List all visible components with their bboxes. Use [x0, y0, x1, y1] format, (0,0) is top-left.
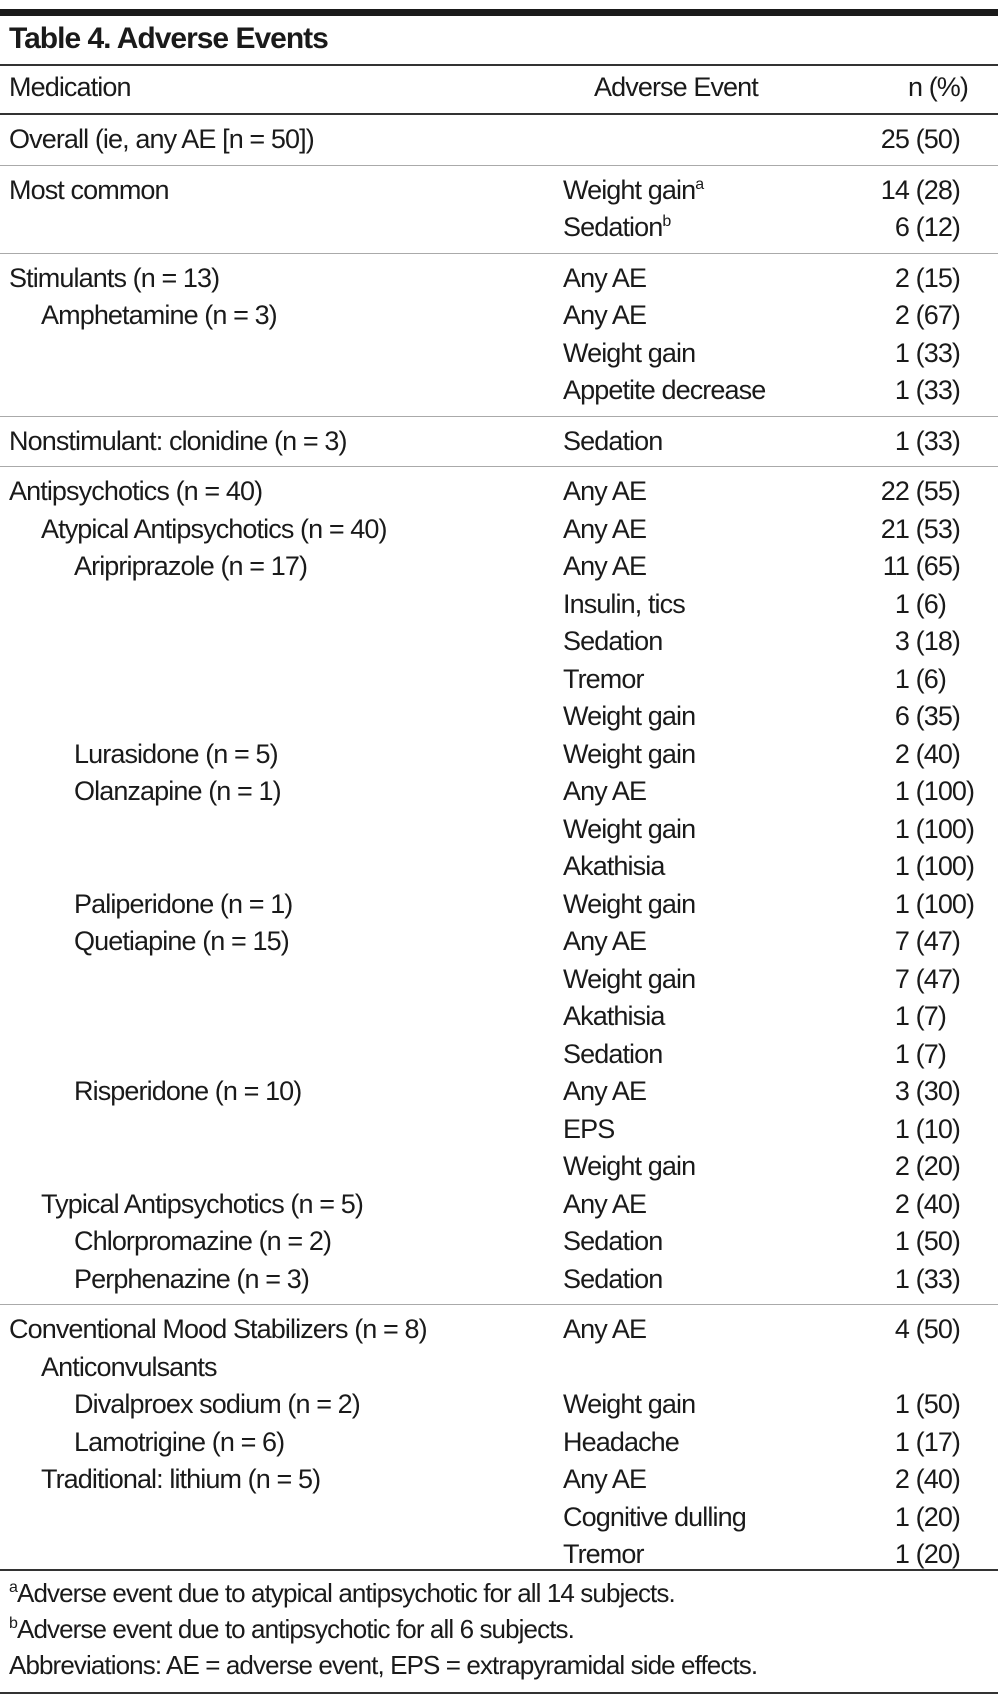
adverse-event-text: Sedation [563, 1263, 663, 1294]
adverse-event-text: Cognitive dulling [563, 1501, 746, 1532]
percent-text: (12) [915, 212, 961, 242]
table-title: Table 4. Adverse Events [9, 22, 328, 55]
medication-cell: Overall (ie, any AE [n = 50]) [9, 124, 314, 154]
adverse-event-text: EPS [563, 1113, 615, 1144]
adverse-event-text: Any AE [563, 513, 647, 544]
percent-cell [909, 736, 960, 774]
count-cell: 4 [894, 1314, 909, 1344]
adverse-event-cell [563, 423, 662, 461]
table-row [0, 1311, 998, 1349]
count-cell: 1 [894, 1113, 909, 1144]
percent-cell [909, 335, 960, 373]
percent-cell [909, 586, 946, 624]
footnote-marker: a [695, 175, 704, 193]
count-cell: 1 [894, 776, 909, 806]
adverse-event-cell [563, 661, 644, 699]
footnote-a [9, 1578, 675, 1609]
adverse-event-text: Weight gain [563, 963, 696, 994]
medication-cell: Aripriprazole (n = 17) [74, 551, 308, 581]
adverse-event-cell [563, 172, 703, 210]
table-section [0, 417, 998, 468]
percent-text: (20) [915, 1501, 961, 1532]
table-row [0, 1148, 998, 1186]
footnote-b-text: Adverse event due to antipsychotic for all 6 subjects. [17, 1614, 574, 1644]
percent-text: (50) [915, 1226, 961, 1256]
percent-cell [909, 1111, 960, 1149]
count-cell: 1 [894, 1001, 909, 1031]
percent-cell [909, 848, 974, 886]
table-section [0, 1305, 998, 1580]
percent-cell [909, 473, 960, 511]
table-row [0, 773, 998, 811]
adverse-event-text: Weight gain [563, 701, 696, 731]
medication-cell: Lamotrigine (n = 6) [74, 1426, 285, 1457]
table-row [0, 586, 998, 624]
count-cell: 22 [880, 476, 909, 506]
table-row [0, 698, 998, 736]
count-cell: 2 [894, 300, 909, 330]
table-row [0, 297, 998, 335]
percent-cell [909, 923, 960, 961]
adverse-event-cell [563, 1111, 614, 1149]
adverse-event-cell [563, 923, 646, 961]
adverse-event-cell [563, 335, 695, 373]
table-row [0, 172, 998, 210]
medication-cell: Olanzapine (n = 1) [74, 776, 281, 806]
adverse-event-cell [563, 1186, 646, 1224]
adverse-event-text: Any AE [563, 551, 647, 581]
adverse-event-text: Weight gain [563, 337, 696, 368]
header-adverse-event: Adverse Event [594, 72, 758, 102]
medication-cell: Chlorpromazine (n = 2) [74, 1226, 332, 1256]
footnote-marker: b [662, 213, 671, 230]
adverse-event-cell [563, 773, 646, 811]
table-row [0, 811, 998, 849]
percent-cell [909, 297, 960, 335]
adverse-event-text: Weight gain [563, 738, 696, 769]
adverse-event-text: Weight gain [563, 174, 696, 205]
title-rule [0, 64, 998, 66]
adverse-event-text: Sedation [563, 425, 663, 456]
adverse-event-cell [563, 1386, 695, 1424]
adverse-event-text: Any AE [563, 1464, 647, 1494]
adverse-event-text: Any AE [563, 1188, 647, 1219]
percent-text: (50) [915, 124, 961, 154]
count-cell: 1 [894, 588, 909, 619]
footnote-a-mark: a [9, 1579, 17, 1596]
percent-text: (47) [915, 926, 961, 956]
count-cell: 7 [894, 963, 909, 994]
percent-text: (40) [915, 738, 961, 769]
adverse-event-cell [563, 698, 695, 736]
adverse-event-cell [563, 623, 662, 661]
adverse-event-cell [563, 297, 646, 335]
adverse-event-text: Akathisia [563, 1001, 665, 1031]
percent-cell [909, 1186, 960, 1224]
medication-cell: Paliperidone (n = 1) [74, 888, 293, 919]
header-medication: Medication [9, 72, 131, 102]
table-row [0, 1424, 998, 1462]
count-cell: 1 [894, 1501, 909, 1532]
adverse-event-text: Any AE [563, 776, 647, 806]
medication-cell: Nonstimulant: clonidine (n = 3) [9, 425, 347, 456]
medication-cell: Atypical Antipsychotics (n = 40) [41, 513, 387, 544]
percent-cell [909, 623, 960, 661]
table-row [0, 548, 998, 586]
table-row [0, 661, 998, 699]
adverse-event-cell [563, 586, 685, 624]
adverse-event-cell [563, 961, 695, 999]
count-cell: 2 [894, 1151, 909, 1181]
adverse-event-cell [563, 1148, 695, 1186]
count-cell: 1 [894, 375, 909, 405]
count-cell: 1 [894, 1389, 909, 1419]
percent-cell [909, 1036, 946, 1074]
adverse-event-text: Tremor [563, 663, 644, 694]
adverse-event-text: Sedation [563, 212, 663, 242]
table-row [0, 886, 998, 924]
adverse-event-text: Sedation [563, 1226, 663, 1256]
medication-cell: Traditional: lithium (n = 5) [41, 1464, 321, 1494]
table-row [0, 1186, 998, 1224]
medication-cell: Quetiapine (n = 15) [74, 926, 289, 956]
adverse-event-cell [563, 811, 695, 849]
adverse-event-text: Any AE [563, 476, 647, 506]
medication-cell: Antipsychotics (n = 40) [9, 476, 263, 506]
percent-text: (53) [915, 513, 961, 544]
footnote-b [9, 1614, 574, 1645]
count-cell: 2 [894, 262, 909, 293]
table-row [0, 335, 998, 373]
table-row [0, 1386, 998, 1424]
medication-cell: Stimulants (n = 13) [9, 262, 220, 293]
table-row [0, 1349, 998, 1387]
medication-cell: Anticonvulsants [41, 1351, 217, 1382]
adverse-event-text: Headache [563, 1426, 679, 1457]
table-row [0, 1461, 998, 1499]
percent-cell [909, 1311, 960, 1349]
table-row [0, 848, 998, 886]
adverse-event-text: Akathisia [563, 851, 665, 881]
abbreviations: Abbreviations: AE = adverse event, EPS = extrapyramidal side effects. [9, 1650, 758, 1680]
table-row [0, 260, 998, 298]
count-cell: 2 [894, 738, 909, 769]
table-row [0, 998, 998, 1036]
medication-cell: Perphenazine (n = 3) [74, 1263, 309, 1294]
table-row [0, 1073, 998, 1111]
adverse-event-text: Any AE [563, 262, 647, 293]
footnote-b-mark: b [9, 1615, 17, 1632]
count-cell: 1 [894, 1263, 909, 1294]
adverse-event-text: Any AE [563, 1076, 647, 1106]
percent-text: (40) [915, 1464, 961, 1494]
adverse-event-text: Any AE [563, 1314, 647, 1344]
count-cell: 7 [894, 926, 909, 956]
percent-text: (28) [915, 174, 961, 205]
medication-cell: Conventional Mood Stabilizers (n = 8) [9, 1314, 427, 1344]
adverse-event-text: Weight gain [563, 813, 696, 844]
percent-text: (17) [915, 1426, 961, 1457]
table-row [0, 623, 998, 661]
adverse-event-text: Insulin, tics [563, 588, 685, 619]
table-row [0, 923, 998, 961]
medication-cell: Lurasidone (n = 5) [74, 738, 278, 769]
percent-cell [909, 961, 960, 999]
adverse-event-cell [563, 209, 670, 247]
percent-text: (7) [915, 1001, 946, 1031]
adverse-event-cell [563, 473, 646, 511]
percent-cell [909, 511, 960, 549]
table-row [0, 423, 998, 461]
adverse-event-text: Any AE [563, 926, 647, 956]
count-cell: 11 [882, 551, 909, 581]
percent-cell [909, 548, 960, 586]
adverse-event-cell [563, 511, 646, 549]
adverse-event-cell [563, 1311, 646, 1349]
count-cell: 1 [894, 337, 909, 368]
bottom-rule [0, 1692, 998, 1694]
adverse-event-cell [563, 1036, 662, 1074]
percent-text: (50) [915, 1389, 961, 1419]
adverse-event-text: Weight gain [563, 888, 696, 919]
medication-cell: Typical Antipsychotics (n = 5) [41, 1188, 363, 1219]
count-cell: 1 [894, 663, 909, 694]
medication-cell: Amphetamine (n = 3) [41, 300, 277, 330]
table-row [0, 372, 998, 410]
adverse-event-text: Sedation [563, 1038, 663, 1069]
table-row [0, 209, 998, 247]
percent-text: (33) [915, 337, 961, 368]
percent-cell [909, 1073, 960, 1111]
percent-text: (100) [915, 813, 975, 844]
percent-cell [909, 172, 960, 210]
adverse-event-text: Weight gain [563, 1389, 696, 1419]
top-rule [0, 9, 998, 16]
table-row [0, 1036, 998, 1074]
percent-text: (65) [915, 551, 961, 581]
table-row [0, 1261, 998, 1299]
percent-text: (100) [915, 888, 975, 919]
count-cell: 14 [880, 174, 909, 205]
adverse-event-cell [563, 848, 664, 886]
medication-cell: Most common [9, 174, 169, 205]
medication-cell: Risperidone (n = 10) [74, 1076, 302, 1106]
percent-cell [909, 661, 946, 699]
count-cell: 1 [894, 1539, 909, 1569]
percent-cell [909, 1536, 960, 1574]
count-cell: 25 [880, 124, 909, 154]
percent-text: (33) [915, 1263, 961, 1294]
percent-text: (55) [915, 476, 961, 506]
table-row [0, 1536, 998, 1574]
percent-text: (15) [915, 262, 961, 293]
count-cell: 1 [894, 813, 909, 844]
table-row [0, 473, 998, 511]
table-row [0, 1499, 998, 1537]
count-cell: 1 [894, 851, 909, 881]
percent-text: (40) [915, 1188, 961, 1219]
table-section [0, 254, 998, 417]
percent-text: (67) [915, 300, 961, 330]
adverse-event-text: Weight gain [563, 1151, 696, 1181]
table-row [0, 736, 998, 774]
adverse-event-cell [563, 886, 695, 924]
percent-text: (7) [915, 1038, 946, 1069]
percent-text: (20) [915, 1151, 961, 1181]
percent-cell [909, 1424, 960, 1462]
percent-cell [909, 698, 960, 736]
percent-text: (10) [915, 1113, 961, 1144]
table-row [0, 121, 998, 159]
percent-cell [909, 423, 960, 461]
table-row [0, 511, 998, 549]
percent-text: (18) [915, 626, 961, 656]
percent-cell [909, 1223, 960, 1261]
adverse-event-cell [563, 736, 695, 774]
adverse-event-cell [563, 1499, 746, 1537]
count-cell: 1 [894, 1038, 909, 1069]
count-cell: 3 [894, 626, 909, 656]
percent-cell [909, 1499, 960, 1537]
percent-text: (33) [915, 375, 961, 405]
table-row [0, 1223, 998, 1261]
table-section [0, 115, 998, 166]
percent-cell [909, 121, 960, 159]
percent-text: (50) [915, 1314, 961, 1344]
percent-text: (6) [915, 588, 946, 619]
adverse-event-cell [563, 260, 646, 298]
percent-cell [909, 998, 946, 1036]
percent-text: (35) [915, 701, 961, 731]
table-row [0, 1111, 998, 1149]
table-bottom-rule [0, 1569, 998, 1571]
count-cell: 1 [894, 1226, 909, 1256]
percent-cell [909, 773, 974, 811]
count-cell: 1 [894, 1426, 909, 1457]
adverse-event-cell [563, 1424, 679, 1462]
medication-cell: Divalproex sodium (n = 2) [74, 1389, 360, 1419]
adverse-event-cell [563, 1223, 662, 1261]
adverse-event-cell [563, 1461, 646, 1499]
adverse-event-cell [563, 1536, 644, 1574]
count-cell: 6 [894, 701, 909, 731]
percent-text: (30) [915, 1076, 961, 1106]
percent-cell [909, 1461, 960, 1499]
percent-cell [909, 372, 960, 410]
percent-cell [909, 886, 974, 924]
table-row [0, 961, 998, 999]
percent-text: (6) [915, 663, 946, 694]
percent-cell [909, 1148, 960, 1186]
percent-text: (47) [915, 963, 961, 994]
percent-cell [909, 1386, 960, 1424]
adverse-event-text: Sedation [563, 626, 663, 656]
count-cell: 2 [894, 1188, 909, 1219]
percent-cell [909, 260, 960, 298]
percent-cell [909, 1261, 960, 1299]
adverse-event-text: Any AE [563, 300, 647, 330]
count-cell: 1 [894, 425, 909, 456]
adverse-event-text: Tremor [563, 1539, 644, 1569]
adverse-event-cell [563, 372, 765, 410]
table-header [0, 72, 998, 108]
adverse-event-cell [563, 998, 664, 1036]
percent-text: (100) [915, 776, 975, 806]
adverse-event-text: Appetite decrease [563, 375, 766, 405]
table-body [0, 115, 998, 1580]
adverse-event-cell [563, 1073, 646, 1111]
percent-cell [909, 209, 960, 247]
count-cell: 1 [894, 888, 909, 919]
table-section [0, 467, 998, 1305]
count-cell: 21 [880, 513, 909, 544]
percent-cell [909, 811, 974, 849]
percent-text: (100) [915, 851, 975, 881]
count-cell: 2 [894, 1464, 909, 1494]
adverse-event-cell [563, 1261, 662, 1299]
percent-text: (33) [915, 425, 961, 456]
percent-text: (20) [915, 1539, 961, 1569]
count-cell: 6 [894, 212, 909, 242]
count-cell: 3 [894, 1076, 909, 1106]
adverse-event-cell [563, 548, 646, 586]
table-section [0, 166, 998, 254]
footnote-a-text: Adverse event due to atypical antipsychotic for all 14 subjects. [17, 1578, 675, 1608]
header-n-pct: n (%) [907, 72, 968, 102]
